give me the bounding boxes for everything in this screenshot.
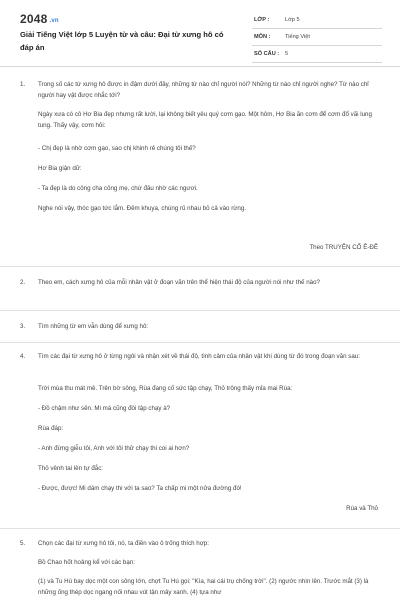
meta-label: LỚP :	[254, 17, 270, 23]
passage-paragraph: - Được, được! Mi dám chạy thi với ta sao? Ta chấp mi một nửa đường đó!	[38, 485, 242, 492]
meta-value: 5	[285, 51, 289, 57]
question-divider	[0, 528, 400, 529]
passage-paragraph: Rùa đáp:	[38, 425, 64, 432]
question-number: 1.	[20, 81, 26, 88]
meta-value: Tiếng Việt	[285, 34, 310, 40]
question-text: Chọn các đại từ xưng hô tôi, nó, ta điền vào ô trống thích hợp:	[38, 540, 209, 547]
passage-paragraph: - Ta đẹp là do công cha công mẹ, chứ đâu nhờ các ngươi.	[38, 185, 198, 192]
passage-paragraph: Thỏ vênh tai lên tự đắc:	[38, 465, 104, 472]
question-text: Theo em, cách xưng hô của mỗi nhân vật ở đoạn văn trên thể hiện thái độ của người nói như thế nào?	[38, 279, 320, 286]
meta-row-grade	[252, 12, 382, 29]
meta-table	[252, 12, 382, 63]
question-divider	[0, 266, 400, 267]
question-1	[20, 80, 380, 101]
question-text: Tìm các đại từ xưng hô ở từng ngôi và nhận xét về thái độ, tình cảm của nhân vật khi dùng từ đó trong đoạn văn sau:	[38, 353, 360, 360]
site-logo[interactable]: 2048 .vn	[20, 12, 59, 26]
meta-label: MÔN :	[254, 34, 271, 40]
passage-paragraph: - Chị đẹp là nhờ cơm gạo, sao chị khinh rẻ chúng tôi thế?	[38, 145, 196, 152]
passage-paragraph: - Anh đừng giễu tôi, Anh với tôi thử chạy thi coi ai hơn?	[38, 445, 190, 452]
passage-paragraph: Trời mùa thu mát mẻ. Trên bờ sông, Rùa đang cố sức tập chạy, Thỏ trông thấy mỉa mai Rùa:	[38, 385, 293, 392]
question-number: 2.	[20, 279, 26, 286]
page-title: Giải Tiếng Việt lớp 5 Luyện từ và câu: Đại từ xưng hô có đáp án	[20, 30, 224, 52]
question-number: 3.	[20, 323, 26, 330]
meta-row-subject	[252, 29, 382, 46]
question-4	[20, 352, 380, 363]
passage-source: Theo TRUYỆN CỔ Ê-ĐÊ	[309, 244, 378, 251]
page-header	[0, 0, 400, 66]
question-number: 4.	[20, 353, 26, 360]
question-5	[20, 539, 380, 550]
passage-paragraph: Bồ Chao hốt hoảng kể với các bạn:	[38, 559, 135, 566]
passage-paragraph: Hơ Bia giận dữ:	[38, 165, 82, 172]
question-divider	[0, 342, 400, 343]
meta-row-count	[252, 46, 382, 63]
meta-value: Lớp 5	[285, 17, 300, 23]
question-text: Trong số các từ xưng hô được in đậm dưới đây, những từ nào chỉ người nói? Những từ nào chỉ người nghe? Từ nào chỉ người hay vật được nhắc tới?	[38, 81, 369, 99]
meta-label: SỐ CÂU :	[254, 51, 280, 57]
header-divider	[0, 66, 400, 67]
passage-paragraph: - Đồ chậm như sên. Mi mà cũng đòi tập chạy à?	[38, 405, 171, 412]
question-3	[20, 322, 380, 333]
passage-paragraph: Nghe nói vậy, thóc gạo tức lắm. Đêm khuya, chúng rủ nhau bỏ cả vào rừng.	[38, 205, 247, 212]
question-2	[20, 278, 380, 289]
question-number: 5.	[20, 540, 26, 547]
passage-paragraph: (1) và Tu Hú bay dọc một con sông lớn, chợt Tu Hú gọi: "Kìa, hai cái trụ chống trời". (2) ngước nhìn lên. Trước mắt (3) là những ống thép dọc ngang nối nhau vút tận mây xanh. (4) tựa như	[38, 578, 369, 596]
question-text: Tìm những từ em vẫn dùng để xưng hô:	[38, 323, 149, 330]
question-divider	[0, 310, 400, 311]
passage-paragraph: Ngày xưa có cô Hơ Bia đẹp nhưng rất lười, lại không biết yêu quý cơm gạo. Một hôm, Hơ Bia ăn cơm để cơm đổ vãi lung tung. Thấy vậy, cơm hỏi:	[38, 111, 372, 129]
passage-source: Rùa và Thỏ	[346, 505, 378, 512]
